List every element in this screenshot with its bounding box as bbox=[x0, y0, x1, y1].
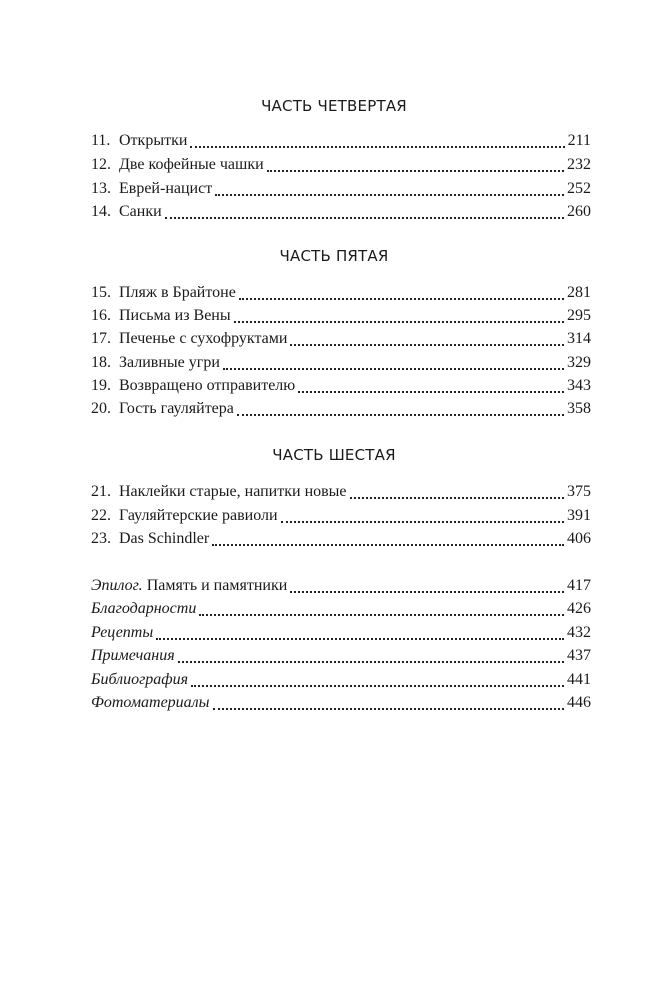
entry-page: 375 bbox=[567, 483, 591, 500]
entry-page: 252 bbox=[567, 180, 591, 197]
entry-title bbox=[91, 575, 287, 597]
dot-leader bbox=[290, 591, 564, 593]
entry-page: 295 bbox=[567, 307, 591, 324]
toc-entry[interactable] bbox=[91, 398, 591, 420]
entry-number: 14. bbox=[91, 203, 111, 220]
entry-title: Возвращено отправителю bbox=[119, 377, 296, 394]
toc-entry[interactable] bbox=[91, 305, 591, 327]
entry-page: 314 bbox=[567, 330, 591, 347]
toc-entry[interactable] bbox=[91, 505, 591, 527]
back-matter-entry[interactable] bbox=[91, 622, 591, 644]
entry-title: Das Schindler bbox=[119, 530, 210, 547]
entry-number: 23. bbox=[91, 530, 111, 547]
dot-leader bbox=[267, 170, 564, 172]
entry-title: Письма из Вены bbox=[119, 307, 231, 324]
dot-leader bbox=[190, 146, 564, 148]
dot-leader bbox=[178, 661, 564, 663]
entry-title: Примечания bbox=[91, 647, 175, 664]
toc-entry[interactable] bbox=[91, 154, 591, 176]
toc-entry[interactable] bbox=[91, 282, 591, 304]
entry-page: 211 bbox=[567, 132, 591, 149]
entry-title: Наклейки старые, напитки новые bbox=[119, 483, 347, 500]
dot-leader bbox=[290, 344, 564, 346]
dot-leader bbox=[215, 194, 564, 196]
back-matter-entry[interactable] bbox=[91, 645, 591, 667]
dot-leader bbox=[298, 391, 564, 393]
entry-number: 11. bbox=[91, 132, 111, 149]
entry-title: Благодарности bbox=[91, 600, 197, 617]
dot-leader bbox=[199, 614, 564, 616]
entry-page: 329 bbox=[567, 354, 591, 371]
dot-leader bbox=[281, 521, 564, 523]
entry-number: 15. bbox=[91, 284, 111, 301]
dot-leader bbox=[213, 708, 565, 710]
entry-number: 20. bbox=[91, 400, 111, 417]
toc-entry[interactable] bbox=[91, 178, 591, 200]
dot-leader bbox=[234, 321, 564, 323]
dot-leader bbox=[239, 298, 564, 300]
entry-page: 406 bbox=[567, 530, 591, 547]
toc-entry[interactable] bbox=[91, 130, 591, 152]
toc-entry[interactable] bbox=[91, 375, 591, 397]
back-matter-entry[interactable] bbox=[91, 575, 591, 597]
entry-title: Гауляйтерские равиоли bbox=[119, 507, 278, 524]
dot-leader bbox=[212, 544, 564, 546]
entry-page: 437 bbox=[567, 647, 591, 664]
entry-number: 18. bbox=[91, 354, 111, 371]
part-title: ЧАСТЬ ШЕСТАЯ bbox=[272, 446, 396, 464]
entry-number: 16. bbox=[91, 307, 111, 324]
entry-title-italic: Эпилог. bbox=[91, 577, 143, 594]
toc-entry[interactable] bbox=[91, 352, 591, 374]
back-matter-entry[interactable] bbox=[91, 669, 591, 691]
toc-entry[interactable] bbox=[91, 481, 591, 503]
entry-page: 426 bbox=[567, 600, 591, 617]
entry-title: Открытки bbox=[119, 132, 188, 149]
toc-entry[interactable] bbox=[91, 528, 591, 550]
entry-title: Заливные угри bbox=[119, 354, 220, 371]
entry-title: Санки bbox=[119, 203, 162, 220]
dot-leader bbox=[156, 638, 564, 640]
dot-leader bbox=[350, 497, 564, 499]
entry-title: Две кофейные чашки bbox=[119, 156, 264, 173]
entry-page: 441 bbox=[567, 671, 591, 688]
entry-title-rest: Память и памятники bbox=[142, 577, 288, 594]
back-matter-entry[interactable] bbox=[91, 598, 591, 620]
entry-number: 22. bbox=[91, 507, 111, 524]
entry-page: 343 bbox=[567, 377, 591, 394]
entry-title: Библиография bbox=[91, 671, 189, 688]
entry-title: Рецепты bbox=[91, 624, 154, 641]
entry-page: 232 bbox=[567, 156, 591, 173]
entry-title: Фотоматериалы bbox=[91, 694, 210, 711]
dot-leader bbox=[191, 685, 564, 687]
part-title: ЧАСТЬ ПЯТАЯ bbox=[279, 247, 389, 265]
toc-entry[interactable] bbox=[91, 328, 591, 350]
entry-title: Гость гауляйтера bbox=[119, 400, 234, 417]
entry-page: 260 bbox=[567, 203, 591, 220]
entry-number: 17. bbox=[91, 330, 111, 347]
entry-page: 446 bbox=[567, 694, 591, 711]
entry-page: 417 bbox=[567, 577, 591, 594]
toc-entry[interactable] bbox=[91, 201, 591, 223]
entry-number: 21. bbox=[91, 483, 111, 500]
back-matter-entry[interactable] bbox=[91, 692, 591, 714]
entry-number: 13. bbox=[91, 180, 111, 197]
entry-number: 19. bbox=[91, 377, 111, 394]
entry-page: 432 bbox=[567, 624, 591, 641]
dot-leader bbox=[237, 414, 564, 416]
entry-number: 12. bbox=[91, 156, 111, 173]
entry-title: Еврей-нацист bbox=[119, 180, 213, 197]
entry-page: 358 bbox=[567, 400, 591, 417]
entry-page: 391 bbox=[567, 507, 591, 524]
entry-page: 281 bbox=[567, 284, 591, 301]
dot-leader bbox=[223, 368, 564, 370]
entry-title: Пляж в Брайтоне bbox=[119, 284, 236, 301]
entry-title: Печенье с сухофруктами bbox=[119, 330, 288, 347]
dot-leader bbox=[165, 217, 564, 219]
part-title: ЧАСТЬ ЧЕТВЕРТАЯ bbox=[261, 97, 407, 115]
